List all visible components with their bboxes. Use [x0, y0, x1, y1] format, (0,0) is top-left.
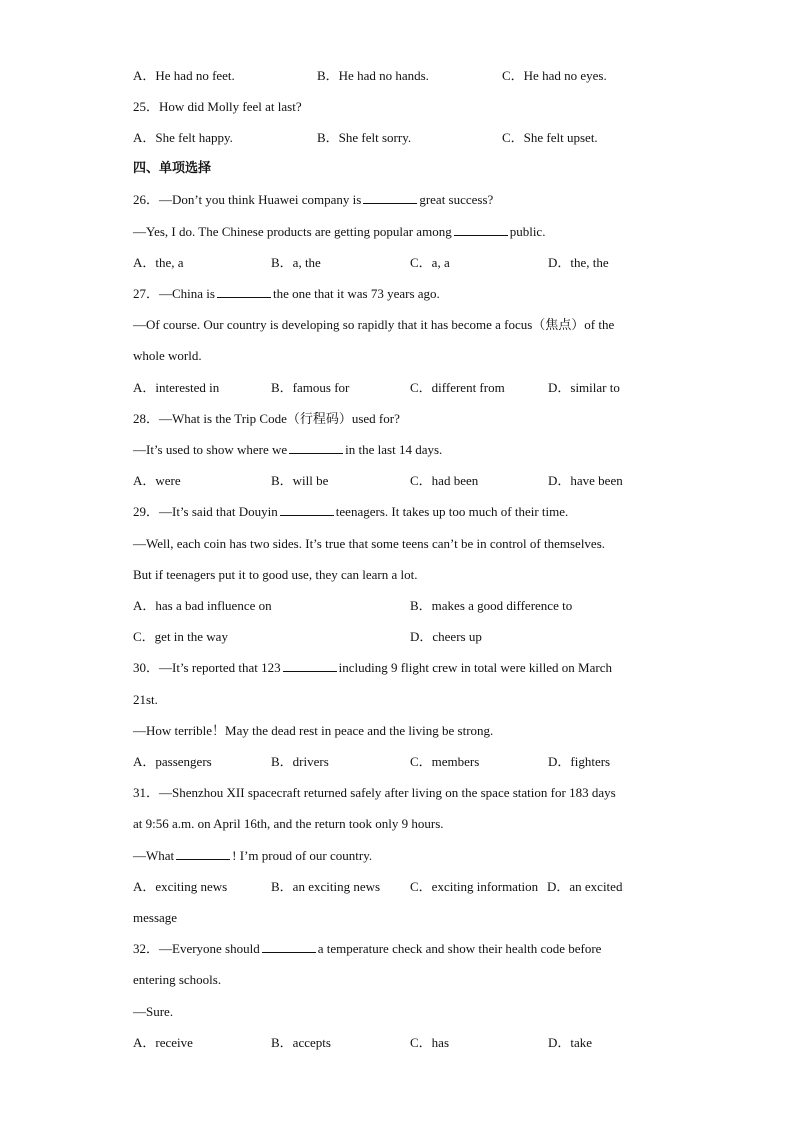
- q32-stem: [133, 941, 601, 957]
- q26-line2-post: public.: [509, 224, 546, 239]
- q32-stem-post: a temperature check and show their health code before: [317, 941, 602, 956]
- q27-stem-post: the one that it was 73 years ago.: [272, 286, 440, 301]
- q32-option-b: B．accepts: [271, 1035, 331, 1050]
- q27-line2: —Of course. Our country is developing so rapidly that it has become a focus（焦点）of the: [133, 317, 615, 332]
- q30-stem-post: including 9 flight crew in total were killed on March: [338, 660, 612, 675]
- q32-blank: [262, 941, 316, 953]
- q31-stem: 31．—Shenzhou XII spacecraft returned safely after living on the space station for 183 days: [133, 785, 616, 800]
- q27-option-c: C．different from: [410, 380, 505, 395]
- q24-option-b: B．He had no hands.: [317, 68, 429, 83]
- q30-option-c: C．members: [410, 754, 480, 769]
- q26-line2: [133, 224, 545, 240]
- q27-stem-pre: 27．—China is: [133, 286, 215, 301]
- q27-line3: whole world.: [133, 348, 202, 363]
- q25-stem: 25．How did Molly feel at last?: [133, 99, 302, 114]
- q28-line2-pre: —It’s used to show where we: [133, 442, 288, 457]
- q29-stem-post: teenagers. It takes up too much of their time.: [335, 504, 569, 519]
- q29-stem: [133, 504, 568, 520]
- q30-stem-pre: 30．—It’s reported that 123: [133, 660, 281, 675]
- q29-blank: [280, 504, 334, 516]
- q27-option-b: B．famous for: [271, 380, 350, 395]
- q28-line2-post: in the last 14 days.: [345, 442, 443, 457]
- q29-option-c: C．get in the way: [133, 629, 228, 644]
- q28-line2: [133, 442, 442, 458]
- q32-stem-pre: 32．—Everyone should: [133, 941, 260, 956]
- q32-option-c: C．has: [410, 1035, 450, 1050]
- q31-option-d-continued: message: [133, 910, 178, 925]
- q25-option-c: C．She felt upset.: [502, 130, 598, 145]
- q30-line3: —How terrible！May the dead rest in peace and the living be strong.: [133, 723, 494, 738]
- q30-option-b: B．drivers: [271, 754, 329, 769]
- q31-option-b: B．an exciting news: [271, 879, 381, 894]
- q29-option-d: D．cheers up: [410, 629, 482, 644]
- q32-option-a: A．receive: [133, 1035, 193, 1050]
- q31-line3-pre: —What: [133, 848, 175, 863]
- q32-line3: —Sure.: [133, 1004, 174, 1019]
- q29-line3: But if teenagers put it to good use, they can learn a lot.: [133, 567, 418, 582]
- q26-stem-pre: 26．—Don’t you think Huawei company is: [133, 192, 362, 207]
- q27-option-d: D．similar to: [548, 380, 620, 395]
- q24-option-c: C．He had no eyes.: [502, 68, 607, 83]
- q24-option-a: A．He had no feet.: [133, 68, 235, 83]
- q30-line2: 21st.: [133, 692, 158, 707]
- q30-blank: [283, 660, 337, 672]
- q26-line2-pre: —Yes, I do. The Chinese products are getting popular among: [133, 224, 452, 239]
- q31-option-c: C．exciting information: [410, 879, 539, 894]
- q26-stem-post: great success?: [419, 192, 494, 207]
- q30-option-d: D．fighters: [548, 754, 611, 769]
- q27-option-a: A．interested in: [133, 380, 220, 395]
- q32-line2: entering schools.: [133, 972, 222, 987]
- q29-option-a: A．has a bad influence on: [133, 598, 272, 613]
- q28-blank: [289, 442, 343, 454]
- q28-stem: 28．—What is the Trip Code（行程码）used for?: [133, 411, 400, 426]
- q26-stem: [133, 192, 493, 208]
- q31-line3-post: ! I’m proud of our country.: [232, 848, 373, 863]
- q27-stem: [133, 286, 440, 302]
- q32-option-d: D．take: [548, 1035, 593, 1050]
- q26-blank-1: [363, 192, 417, 204]
- q28-option-d: D．have been: [548, 473, 623, 488]
- q28-option-a: A．were: [133, 473, 181, 488]
- q25-option-b: B．She felt sorry.: [317, 130, 412, 145]
- q30-stem: [133, 660, 612, 676]
- q30-option-a: A．passengers: [133, 754, 212, 769]
- q31-option-a: A．exciting news: [133, 879, 228, 894]
- q31-line2: at 9:56 a.m. on April 16th, and the return took only 9 hours.: [133, 816, 444, 831]
- q26-option-d: D．the, the: [548, 255, 609, 270]
- q31-line3: [133, 848, 372, 864]
- q31-blank: [176, 848, 230, 860]
- q26-option-c: C．a, a: [410, 255, 450, 270]
- q26-option-a: A．the, a: [133, 255, 184, 270]
- q27-blank: [217, 286, 271, 298]
- q25-option-a: A．She felt happy.: [133, 130, 233, 145]
- q28-option-b: B．will be: [271, 473, 329, 488]
- q29-line2: —Well, each coin has two sides. It’s true that some teens can’t be in control of themselves.: [133, 536, 606, 551]
- q26-option-b: B．a, the: [271, 255, 321, 270]
- q26-blank-2: [454, 224, 508, 236]
- q31-option-d: D．an excited: [547, 879, 623, 894]
- q28-option-c: C．had been: [410, 473, 479, 488]
- section-heading: 四、单项选择: [133, 161, 212, 176]
- q29-option-b: B．makes a good difference to: [410, 598, 573, 613]
- q29-stem-pre: 29．—It’s said that Douyin: [133, 504, 278, 519]
